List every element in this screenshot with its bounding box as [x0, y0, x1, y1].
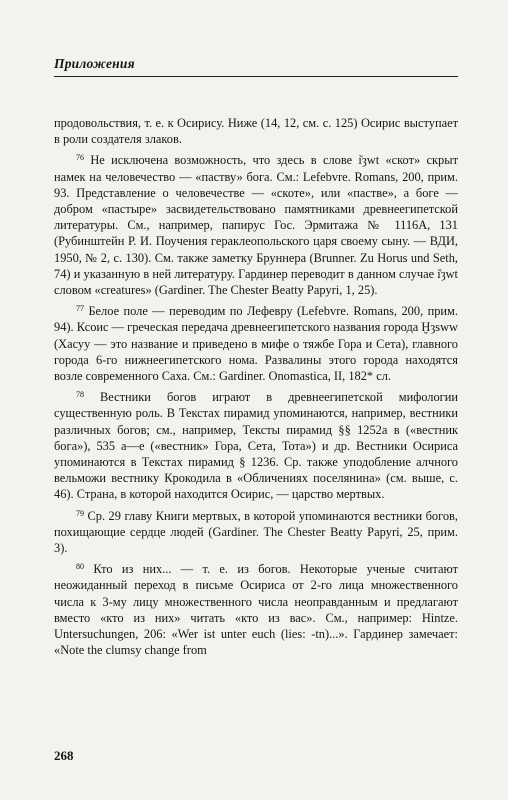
note-text: Ср. 29 главу Книги мертвых, в которой упоминаются вестники богов, похищающие сердце людей (Gardiner. The Chester Beatty Papyri, 25, прим. 3).: [54, 508, 458, 556]
note-continuation: [54, 115, 458, 147]
footnote-80: [54, 561, 458, 658]
footnote-78: [54, 389, 458, 502]
footnote-number: 79: [76, 508, 84, 518]
note-text: Не исключена возможность, что здесь в слове ỉ͗ȝwt «скот» скрыт намек на человечество — «паству» бога. См.: Lefebvre. Romans, 200, прим. 93. Представление о человечестве — «скоте», или «пастве», а боге — добром «пастыре» засвидетельствовано памятниками древнеегипетской литературы. См., например, папирус Гос. Эрмитажа № 1116А, 131 (Рубинштейн Р. И. Поучения гераклеопольского царя своему сыну. — ВДИ, 1950, № 2, с. 130). См. также заметку Бруннера (Brunner. Zu Horus und Seth, 74) и указанную в ней литературу. Гардинер переводит в данном случае ỉ͗ȝwt словом «creatures» (Gardiner. The Chester Beatty Papyri, 1, 25).: [54, 153, 458, 298]
footnote-number: 80: [76, 562, 84, 572]
footnote-number: 76: [76, 153, 84, 163]
note-text: Вестники богов играют в древнеегипетской мифологии существенную роль. В Текстах пирамид упоминаются, например, вестники различных богов; см., например, Тексты пирамид §§ 1252a в («вестник бога»), 535 a—e («вестник» Гора, Сета, Тота») и др. Вестники Осириса упоминаются в Текстах пирамид § 1236. Ср. также уподобление алчного вельможи вестнику Крокодила в «Обличениях поселянина» (см. выше, с. 46). Страна, в которой находится Осирис, — царство мертвых.: [54, 390, 458, 502]
running-head: Приложения: [54, 56, 458, 77]
footnote-number: 78: [76, 390, 84, 400]
note-text: Кто из них... — т. е. из богов. Некоторые ученые считают неожиданный переход в письме Осириса от 2-го лица множественного числа к 3-му лицу множественного числа неоправданным и предлагают вместо «кто из них» читать «кто из вас». См., например: Hintze. Untersuchungen, 206: «Wer ist unter euch (lies: -tn)...». Гардинер замечает: «Note the clumsy change from: [54, 562, 458, 658]
footnote-number: 77: [76, 304, 84, 314]
footnote-79: [54, 508, 458, 557]
page-number: 268: [54, 748, 74, 763]
page: [54, 56, 458, 664]
note-text: Белое поле — переводим по Лефевру (Lefebvre. Romans, 200, прим. 94). Ксоис — греческая передача древнеегипетского названия города Ḫȝsww (Хасуу — это название и приведено в мифе о тяжбе Гора и Сета), главного города 6-го нижнеегипетского нома. Развалины этого города находятся возле современного Саха. См.: Gardiner. Onomastica, II, 182* сл.: [54, 304, 458, 384]
footnote-77: [54, 303, 458, 384]
note-text: продовольствия, т. е. к Осирису. Ниже (14, 12, см. с. 125) Осирис выступает в роли создателя злаков.: [54, 116, 458, 147]
notes-body: [54, 115, 458, 659]
footnote-76: [54, 152, 458, 298]
